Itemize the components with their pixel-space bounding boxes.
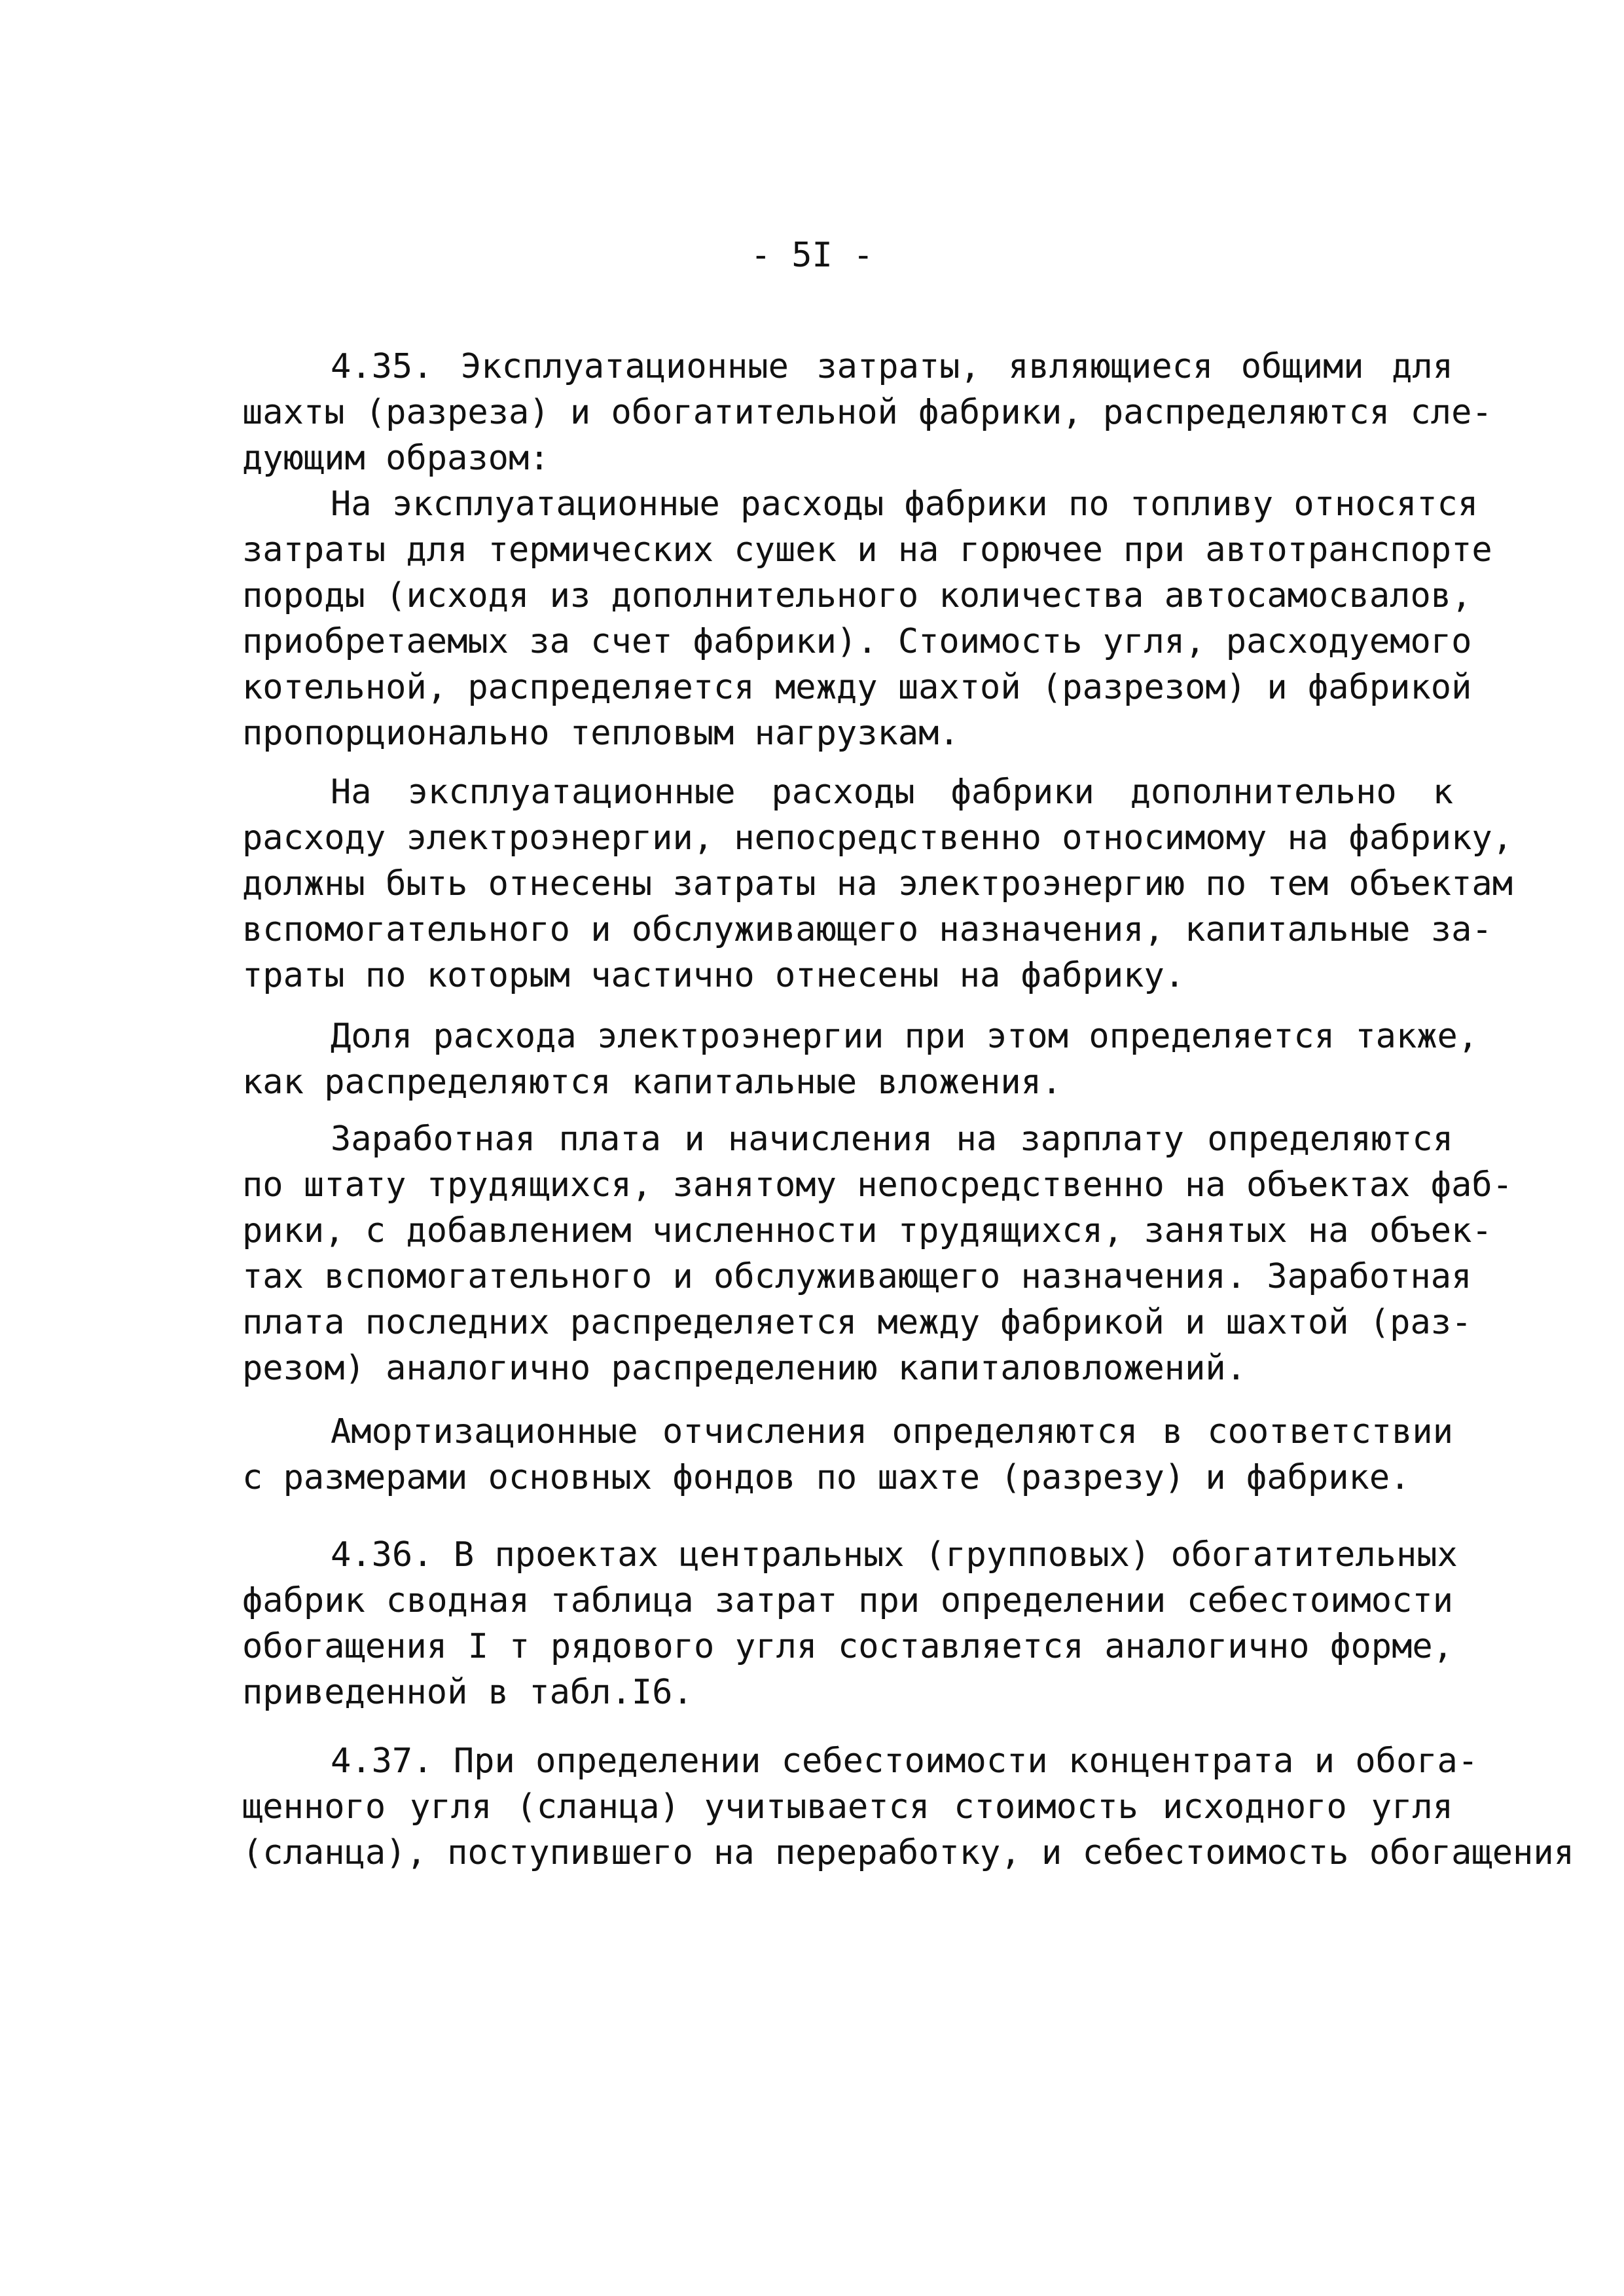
paragraph-line: 4.36. В проектах центральных (групповых) обогатительных — [331, 1535, 1458, 1575]
paragraph-line: затраты для термических сушек и на горючее при автотранспорте — [242, 530, 1492, 570]
paragraph-line: с размерами основных фондов по шахте (разрезу) и фабрике. — [242, 1458, 1411, 1497]
paragraph-electricity-costs — [242, 769, 1513, 998]
paragraph-line: фабрик сводная таблица затрат при определении себестоимости — [242, 1581, 1453, 1620]
paragraph-line: должны быть отнесены затраты на электроэнергию по тем объектам — [242, 864, 1513, 903]
paragraph-line: (сланца), поступившего на переработку, и себестоимость обогащения — [242, 1833, 1574, 1872]
paragraph-4-35 — [242, 344, 1492, 481]
paragraph-line: вспомогательного и обслуживающего назначения, капитальные за- — [242, 910, 1492, 949]
paragraph-line: дующим образом: — [242, 439, 550, 478]
paragraph-line: приведенной в табл.I6. — [242, 1673, 693, 1712]
paragraph-line: траты по которым частично отнесены на фабрику. — [242, 956, 1185, 995]
paragraph-line: шахты (разреза) и обогатительной фабрики, распределяются сле- — [242, 393, 1492, 432]
paragraph-electricity-share — [242, 1013, 1479, 1105]
paragraph-4-36 — [242, 1532, 1458, 1715]
paragraph-line: породы (исходя из дополнительного количества автосамосвалов, — [242, 576, 1472, 615]
paragraph-line: Заработная плата и начисления на зарплату определяются — [331, 1120, 1453, 1159]
paragraph-line: обогащения I т рядового угля составляется аналогично форме, — [242, 1627, 1453, 1666]
paragraph-depreciation — [242, 1409, 1453, 1501]
paragraph-line: На эксплуатационные расходы фабрики дополнительно к — [331, 773, 1453, 812]
paragraph-line: Амортизационные отчисления определяются в соответствии — [331, 1412, 1453, 1451]
paragraph-line: щенного угля (сланца) учитывается стоимость исходного угля — [242, 1787, 1453, 1827]
paragraph-line: тах вспомогательного и обслуживающего назначения. Заработная — [242, 1257, 1472, 1296]
paragraph-line: 4.35. Эксплуатационные затраты, являющиеся общими для — [331, 347, 1453, 386]
paragraph-line: котельной, распределяется между шахтой (разрезом) и фабрикой — [242, 668, 1472, 707]
paragraph-line: 4.37. При определении себестоимости концентрата и обога- — [331, 1741, 1479, 1781]
paragraph-line: На эксплуатационные расходы фабрики по топливу относятся — [331, 484, 1479, 524]
paragraph-line: приобретаемых за счет фабрики). Стоимость угля, расходуемого — [242, 622, 1472, 661]
paragraph-line: по штату трудящихся, занятому непосредственно на объектах фаб- — [242, 1165, 1513, 1205]
paragraph-fuel-costs — [242, 481, 1492, 756]
paragraph-line: резом) аналогично распределению капиталовложений. — [242, 1349, 1247, 1388]
paragraph-line: плата последних распределяется между фабрикой и шахтой (раз- — [242, 1303, 1472, 1342]
paragraph-4-37 — [242, 1738, 1574, 1876]
paragraph-line: расходу электроэнергии, непосредственно относимому на фабрику, — [242, 818, 1513, 858]
page-number: - 5I - — [750, 236, 874, 275]
paragraph-wages — [242, 1116, 1513, 1391]
paragraph-line: Доля расхода электроэнергии при этом определяется также, — [331, 1017, 1479, 1056]
paragraph-line: как распределяются капитальные вложения. — [242, 1063, 1062, 1102]
paragraph-line: пропорционально тепловым нагрузкам. — [242, 714, 960, 753]
paragraph-line: рики, с добавлением численности трудящихся, занятых на объек- — [242, 1211, 1492, 1250]
